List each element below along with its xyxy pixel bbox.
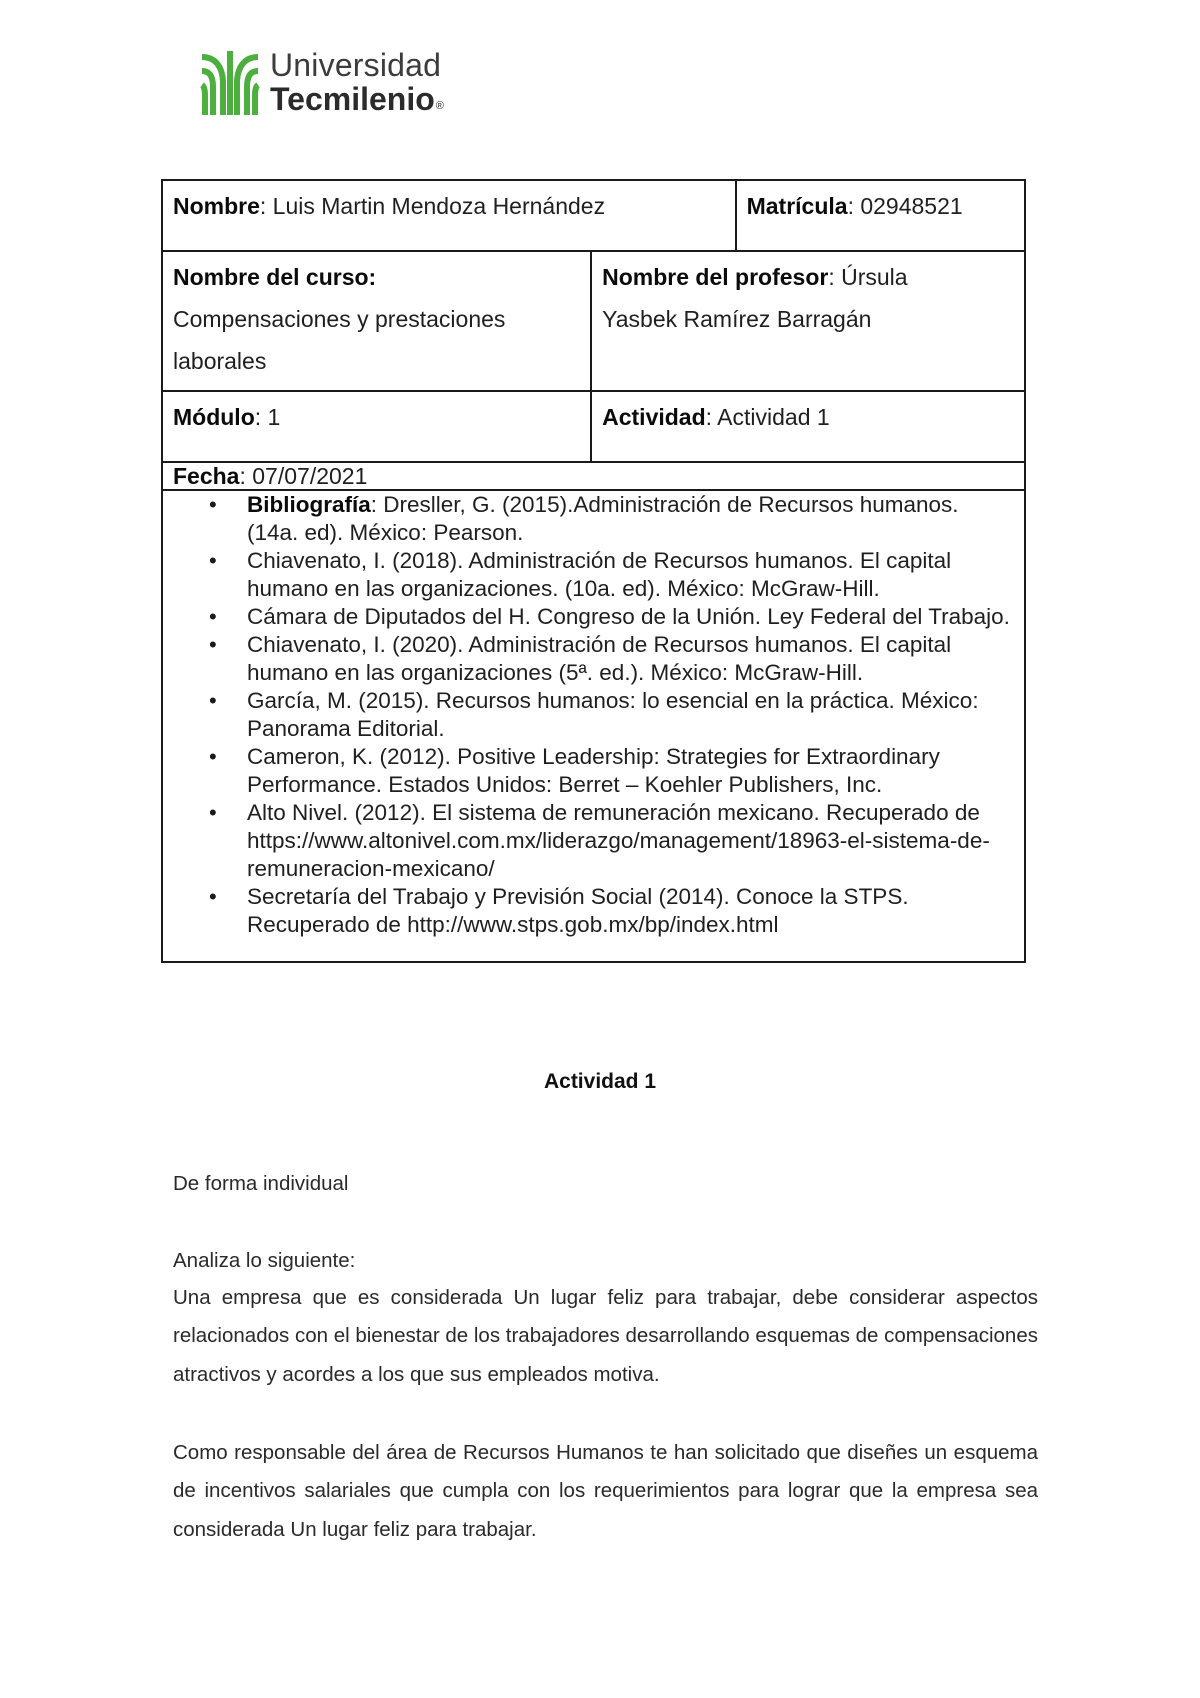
nombre-label: Nombre <box>173 193 260 219</box>
profesor-line1: : Úrsula <box>828 264 908 290</box>
actividad-label: Actividad <box>602 404 706 430</box>
tecmilenio-leaf-icon <box>196 47 264 117</box>
cell-bibliografia <box>162 490 1025 962</box>
cell-nombre <box>162 180 736 251</box>
cell-actividad <box>591 391 1025 462</box>
info-row-name <box>162 180 1025 251</box>
activity-title: Actividad 1 <box>543 1070 657 1093</box>
bibliography-list <box>173 491 1016 939</box>
cell-profesor <box>591 251 1025 391</box>
curso-line1: Compensaciones y prestaciones <box>173 306 506 332</box>
curso-label: Nombre del curso: <box>173 264 377 290</box>
modulo-value: : 1 <box>254 404 281 430</box>
info-row-bibliography <box>162 490 1025 962</box>
activity-paragraph-2: Como responsable del área de Recursos Humanos te han solicitado que diseñes un esquema de incentivos salariales que cumpla con los requerimientos para lograr que la empresa sea considerada Un lugar feliz para trabajar. <box>173 1441 1038 1541</box>
cell-modulo <box>162 391 591 462</box>
activity-analiza: Analiza lo siguiente: <box>173 1249 356 1272</box>
fecha-value: : 07/07/2021 <box>239 463 368 489</box>
bibliography-item: • Alto Nivel. (2012). El sistema de remuneración mexicano. Recuperado de https://www.altonivel.com.mx/liderazgo/management/18963-el-sistema-de-remuneracion-mexicano/ <box>173 799 1016 883</box>
logo-tecmilenio-text: Tecmilenio <box>270 81 435 117</box>
bibliography-item: • García, M. (2015). Recursos humanos: lo esencial en la práctica. México: Panorama Editorial. <box>173 687 1016 743</box>
nombre-value: : Luis Martin Mendoza Hernández <box>259 193 606 219</box>
activity-paragraph-1: Una empresa que es considerada Un lugar feliz para trabajar, debe considerar aspectos relacionados con el bienestar de los trabajadores desarrollando esquemas de compensaciones atractivos y acordes a los que sus empleados motiva. <box>173 1286 1038 1386</box>
bibliografia-label: Bibliografía <box>247 492 371 517</box>
university-logo <box>196 44 444 120</box>
matricula-label: Matrícula <box>746 193 848 219</box>
info-row-course <box>162 251 1025 391</box>
cell-fecha <box>162 462 1025 490</box>
cell-curso <box>162 251 591 391</box>
activity-individual: De forma individual <box>173 1172 349 1195</box>
actividad-value: : Actividad 1 <box>705 404 830 430</box>
bibliography-item: • Cámara de Diputados del H. Congreso de la Unión. Ley Federal del Trabajo. <box>173 603 1016 631</box>
registered-mark: ® <box>435 100 444 112</box>
bibliography-first-text: : Dresller, G. (2015).Administración de Recursos humanos. (14a. ed). México: Pearson. <box>247 492 959 545</box>
fecha-label: Fecha <box>173 463 240 489</box>
info-row-date <box>162 462 1025 490</box>
curso-line2: laborales <box>173 348 267 374</box>
logo-line-tecmilenio <box>270 83 444 115</box>
student-info-table <box>161 179 1026 963</box>
bibliography-item: • Chiavenato, I. (2020). Administración de Recursos humanos. El capital humano en las organizaciones (5ª. ed.). México: McGraw-Hill. <box>173 631 1016 687</box>
profesor-label: Nombre del profesor <box>602 264 829 290</box>
matricula-value: : 02948521 <box>847 193 963 219</box>
cell-matricula <box>736 180 1025 251</box>
modulo-label: Módulo <box>173 404 255 430</box>
bibliography-item <box>173 491 1016 547</box>
logo-line-universidad: Universidad <box>270 47 442 83</box>
bibliography-item: • Secretaría del Trabajo y Previsión Social (2014). Conoce la STPS. Recuperado de http://www.stps.gob.mx/bp/index.html <box>173 883 1016 939</box>
bibliography-item: • Chiavenato, I. (2018). Administración de Recursos humanos. El capital humano en las organizaciones. (10a. ed). México: McGraw-Hill. <box>173 547 1016 603</box>
bibliography-item: • Cameron, K. (2012). Positive Leadership: Strategies for Extraordinary Performance. Estados Unidos: Berret – Koehler Publishers, Inc. <box>173 743 1016 799</box>
profesor-line2: Yasbek Ramírez Barragán <box>602 306 872 332</box>
info-row-module <box>162 391 1025 462</box>
